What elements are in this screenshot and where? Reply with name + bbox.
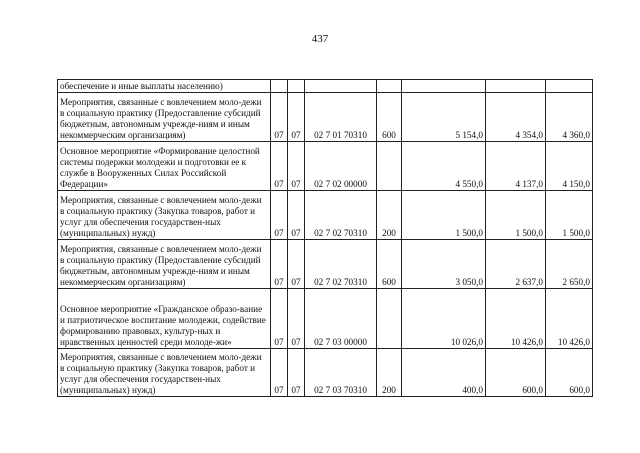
cell-csr: 02 7 02 70310 bbox=[305, 191, 377, 240]
cell-vr: 200 bbox=[377, 349, 402, 397]
cell-rz: 07 bbox=[271, 289, 288, 349]
cell-year2: 600,0 bbox=[486, 349, 546, 397]
cell-year3: 600,0 bbox=[546, 349, 593, 397]
cell-pr: 07 bbox=[288, 289, 305, 349]
row-description: Мероприятия, связанные с вовлечением моло-дежи в социальную практику (Закупка товаров, работ и услуг для обеспечения государствен-ных (муниципальных) нужд) bbox=[58, 191, 271, 240]
cell-year2: 10 426,0 bbox=[486, 289, 546, 349]
cell-rz: 07 bbox=[271, 349, 288, 397]
table-row bbox=[58, 191, 593, 240]
table-row bbox=[58, 349, 593, 397]
table-row bbox=[58, 142, 593, 191]
cell-vr: 600 bbox=[377, 240, 402, 289]
cell-year3: 1 500,0 bbox=[546, 191, 593, 240]
cell-year2 bbox=[486, 80, 546, 93]
cell-pr bbox=[288, 80, 305, 93]
cell-year3: 2 650,0 bbox=[546, 240, 593, 289]
cell-year2: 4 137,0 bbox=[486, 142, 546, 191]
cell-year1: 3 050,0 bbox=[402, 240, 486, 289]
cell-vr bbox=[377, 80, 402, 93]
cell-csr: 02 7 03 00000 bbox=[305, 289, 377, 349]
cell-year3 bbox=[546, 80, 593, 93]
cell-year2: 2 637,0 bbox=[486, 240, 546, 289]
continuation-text: обеспечение и иные выплаты населению) bbox=[58, 80, 271, 93]
row-description: Мероприятия, связанные с вовлечением моло-дежи в социальную практику (Предоставление субсидий бюджетным, автономным учрежде-ниям и иным некоммерческим организациям) bbox=[58, 93, 271, 142]
cell-year1: 400,0 bbox=[402, 349, 486, 397]
row-description: Мероприятия, связанные с вовлечением моло-дежи в социальную практику (Предоставление субсидий бюджетным, автономным учрежде-ниям и иным некоммерческим организациям) bbox=[58, 240, 271, 289]
cell-rz: 07 bbox=[271, 142, 288, 191]
cell-vr bbox=[377, 289, 402, 349]
budget-table bbox=[57, 79, 593, 397]
cell-csr bbox=[305, 80, 377, 93]
cell-pr: 07 bbox=[288, 142, 305, 191]
table-row bbox=[58, 80, 593, 93]
cell-year3: 10 426,0 bbox=[546, 289, 593, 349]
cell-vr: 200 bbox=[377, 191, 402, 240]
cell-csr: 02 7 02 00000 bbox=[305, 142, 377, 191]
table-row bbox=[58, 289, 593, 349]
cell-year3: 4 150,0 bbox=[546, 142, 593, 191]
row-description: Мероприятия, связанные с вовлечением моло-дежи в социальную практику (Закупка товаров, работ и услуг для обеспечения государствен-ных (муниципальных) нужд) bbox=[58, 349, 271, 397]
row-description: Основное мероприятие «Гражданское образо-вание и патриотическое воспитание молодежи, содействие формированию правовых, культур-ных и нравственных ценностей среди молоде-жи» bbox=[58, 289, 271, 349]
cell-csr: 02 7 02 70310 bbox=[305, 240, 377, 289]
cell-csr: 02 7 03 70310 bbox=[305, 349, 377, 397]
cell-year1: 5 154,0 bbox=[402, 93, 486, 142]
cell-year2: 4 354,0 bbox=[486, 93, 546, 142]
cell-rz: 07 bbox=[271, 240, 288, 289]
table-row bbox=[58, 240, 593, 289]
cell-year1: 4 550,0 bbox=[402, 142, 486, 191]
cell-rz: 07 bbox=[271, 93, 288, 142]
cell-year2: 1 500,0 bbox=[486, 191, 546, 240]
cell-year1: 1 500,0 bbox=[402, 191, 486, 240]
cell-year1: 10 026,0 bbox=[402, 289, 486, 349]
cell-rz bbox=[271, 80, 288, 93]
cell-year3: 4 360,0 bbox=[546, 93, 593, 142]
cell-csr: 02 7 01 70310 bbox=[305, 93, 377, 142]
cell-pr: 07 bbox=[288, 240, 305, 289]
cell-rz: 07 bbox=[271, 191, 288, 240]
cell-pr: 07 bbox=[288, 349, 305, 397]
cell-pr: 07 bbox=[288, 93, 305, 142]
cell-pr: 07 bbox=[288, 191, 305, 240]
cell-year1 bbox=[402, 80, 486, 93]
table-row bbox=[58, 93, 593, 142]
row-description: Основное мероприятие «Формирование целостной системы подержки молодежи и подготовки ее к службе в Вооруженных Силах Российской Федерации» bbox=[58, 142, 271, 191]
cell-vr bbox=[377, 142, 402, 191]
cell-vr: 600 bbox=[377, 93, 402, 142]
page-number: 437 bbox=[311, 33, 329, 45]
